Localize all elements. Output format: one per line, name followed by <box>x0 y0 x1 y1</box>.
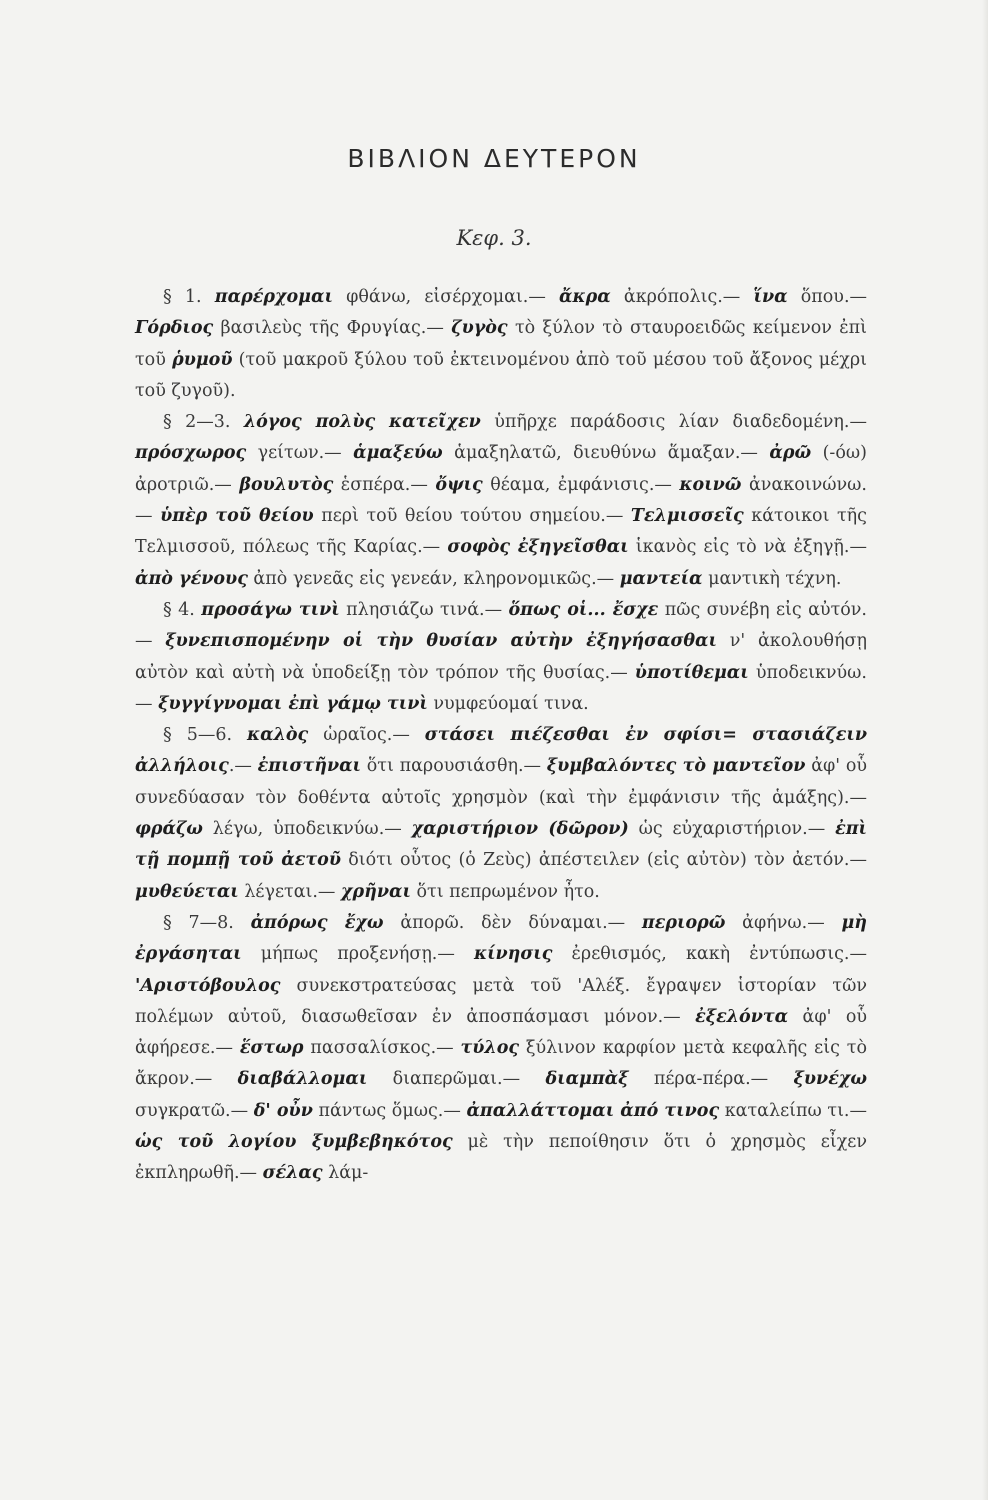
gloss-text: πῶς συνέβη εἰς αὐτόν.— <box>135 599 867 652</box>
gloss-text: § 5—6. <box>163 725 248 746</box>
lemma-term: ἄκρα <box>559 287 611 307</box>
gloss-text: ἑσπέρα.— <box>333 474 436 495</box>
lemma-term: στάσει πιέζεσθαι ἐν σφίσι= στασιάζειν ἀλλήλοις <box>135 725 867 777</box>
lemma-term: ὅπως οἱ... ἔσχε <box>508 599 659 620</box>
lemma-term: Τελμισσεῖς <box>630 506 744 527</box>
gloss-text: λάμ- <box>322 1163 369 1184</box>
gloss-text: ξύλινον καρφίον μετὰ κεφαλῆς εἰς τὸ ἄκρον.— <box>135 1038 867 1090</box>
gloss-text: πάντως ὅμως.— <box>312 1100 467 1121</box>
lemma-term: ξυμβαλόντες τὸ μαντεῖον <box>546 756 806 777</box>
gloss-text: γείτων.— <box>246 443 354 464</box>
gloss-text: ἀφ' οὗ ἀφήρεσε.— <box>135 1006 867 1059</box>
book-title: ΒΙΒΛΙΟΝ ΔΕΥΤΕΡΟΝ <box>347 144 641 173</box>
lemma-term: χρῆναι <box>341 881 411 902</box>
gloss-text: § 1. <box>163 287 215 307</box>
lemma-term: πρόσχωρος <box>135 443 247 464</box>
gloss-text: ὅπου.— <box>787 287 868 307</box>
gloss-text: θέαμα, ἐμφάνισις.— <box>482 474 680 495</box>
gloss-text: βασιλεὺς τῆς Φρυγίας.— <box>213 318 452 339</box>
lemma-term: σέλας <box>262 1163 323 1184</box>
lemma-term: ζυγὸς <box>451 318 508 339</box>
lemma-term: ὑποτίθεμαι <box>634 662 749 683</box>
lemma-term: χαριστήριον (δῶρον) <box>411 819 629 840</box>
chapter-heading: Κεφ. 3. <box>456 226 532 250</box>
lemma-term: ἀπόρως ἔχω <box>250 912 384 933</box>
gloss-text: (τοῦ μακροῦ ξύλου τοῦ ἐκτεινομένου ἀπὸ τοῦ μέσου τοῦ ἄξονος μέχρι τοῦ ζυγοῦ). <box>135 349 868 401</box>
gloss-text: § 7—8. <box>163 912 251 933</box>
lemma-term: βουλυτὸς <box>239 474 334 495</box>
gloss-text: συνεκστρατεύσας μετὰ τοῦ 'Αλέξ. ἔγραψεν ἱστορίαν τῶν πολέμων αὐτοῦ, διασωθεῖσαν ἐν ἀποσπάσμασι μόνον.— <box>135 975 867 1027</box>
lemma-term: ῥυμοῦ <box>172 349 233 370</box>
lemma-term: κοινῶ <box>679 474 742 495</box>
gloss-text: ὡραῖος.— <box>308 725 425 746</box>
gloss-text: ὅτι πεπρωμένον ἦτο. <box>410 881 600 902</box>
lemma-term: διαμπὰξ <box>545 1069 629 1090</box>
lemma-term: μυθεύεται <box>135 881 239 902</box>
lemma-term: μαντεία <box>619 568 703 589</box>
paragraph <box>135 720 867 908</box>
lemma-term: λόγος πολὺς κατεῖχεν <box>243 412 481 433</box>
gloss-text: ν' ἀκολουθήσῃ αὐτὸν καὶ αὐτὴ νὰ ὑποδείξῃ τὸν τρόπον τῆς θυσίας.— <box>135 631 867 683</box>
gloss-text: πέρα-πέρα.— <box>628 1069 794 1090</box>
lemma-term: ὑπὲρ τοῦ θείου <box>160 506 314 527</box>
lemma-term: περιορῶ <box>641 912 726 933</box>
gloss-text: φθάνω, εἰσέρχομαι.— <box>332 287 559 307</box>
lemma-term: ἁμαξεύω <box>353 443 443 464</box>
page-edge <box>982 0 988 1500</box>
gloss-text: ἱκανὸς εἰς τὸ νὰ ἐξηγῇ.— <box>628 537 867 558</box>
lemma-term: κίνησις <box>473 944 553 965</box>
lemma-term: ξυνεπισπομένην οἱ τὴν θυσίαν αὐτὴν ἐξηγήσασθαι <box>165 631 717 652</box>
lemma-term: παρέρχομαι <box>214 287 333 307</box>
gloss-text: συγκρατῶ.— <box>135 1100 254 1121</box>
lemma-term: ἕστωρ <box>239 1038 304 1059</box>
paragraph <box>135 595 867 720</box>
lemma-term: 'Αριστόβουλος <box>135 975 281 996</box>
gloss-text: λέγεται.— <box>238 881 341 902</box>
gloss-text: πασσαλίσκος.— <box>303 1038 461 1059</box>
gloss-text: ἐρεθισμός, κακὴ ἐντύπωσις.— <box>552 944 867 965</box>
lemma-term: καλὸς <box>247 725 309 746</box>
gloss-text: ἁμαξηλατῶ, διευθύνω ἅμαξαν.— <box>442 443 770 464</box>
gloss-text: καταλείπω τι.— <box>719 1100 867 1121</box>
lemma-term: δ' οὖν <box>253 1100 313 1121</box>
paragraph <box>135 908 867 1190</box>
lemma-term: μὴ ἐργάσηται <box>135 912 867 965</box>
gloss-text: κάτοικοι τῆς Τελμισσοῦ, πόλεως τῆς Καρίας.— <box>135 506 867 558</box>
lemma-term: ἐπὶ τῇ πομπῇ τοῦ ἀετοῦ <box>135 819 867 871</box>
lemma-term: φράζω <box>135 819 203 840</box>
lemma-term: Γόρδιος <box>135 318 214 339</box>
gloss-text: πλησιάζω τινά.— <box>339 599 509 620</box>
gloss-text: διότι οὗτος (ὁ Ζεὺς) ἀπέστειλεν (εἰς αὐτὸν) τὸν ἀετόν.— <box>341 850 867 871</box>
gloss-text: ὑποδεικνύω.— <box>135 662 867 714</box>
gloss-text: μαντικὴ τέχνη. <box>702 568 842 589</box>
gloss-text: § 4. <box>163 599 202 620</box>
gloss-text: § 2—3. <box>163 412 244 433</box>
gloss-text: ὡς εὐχαριστήριον.— <box>628 819 836 840</box>
gloss-text: (-όω) ἀροτριῶ.— <box>135 443 867 495</box>
gloss-text: ἀνακοινώνω.— <box>135 474 867 527</box>
lemma-term: διαβάλλομαι <box>237 1069 368 1090</box>
lemma-term: ξυνέχω <box>793 1069 868 1090</box>
lemma-term: σοφὸς ἐξηγεῖσθαι <box>447 537 629 558</box>
paragraph <box>135 407 867 595</box>
lemma-term: ξυγγίγνομαι ἐπὶ γάμῳ τινὶ <box>158 693 428 714</box>
gloss-text: νυμφεύομαί τινα. <box>427 693 589 714</box>
lemma-term: ἐξελόντα <box>695 1006 789 1027</box>
gloss-text: τὸ ξύλον τὸ σταυροειδῶς κείμενον ἐπὶ τοῦ <box>135 318 867 370</box>
gloss-text: ἀκρόπολις.— <box>610 287 754 307</box>
gloss-text: λέγω, ὑποδεικνύω.— <box>202 819 412 840</box>
gloss-text: μήπως προξενήσῃ.— <box>241 944 474 965</box>
lemma-term: προσάγω τινὶ <box>201 599 340 620</box>
gloss-text: ἀπὸ γενεᾶς εἰς γενεάν, κληρονομικῶς.— <box>247 568 620 589</box>
lemma-term: ἐπιστῆναι <box>257 756 362 777</box>
gloss-text: .— <box>228 756 258 777</box>
gloss-text: περὶ τοῦ θείου τούτου σημείου.— <box>313 506 631 527</box>
gloss-text: ὑπῆρχε παράδοσις λίαν διαδεδομένη.— <box>480 412 867 433</box>
gloss-text: μὲ τὴν πεποίθησιν ὅτι ὁ χρησμὸς εἶχεν ἐκπληρωθῆ.— <box>135 1132 868 1184</box>
gloss-text: ἀφ' οὗ συνεδύασαν τὸν δοθέντα αὐτοῖς χρησμὸν (καὶ τὴν ἐμφάνισιν τῆς ἁμάξης).— <box>135 756 867 808</box>
commentary-text <box>135 282 867 1190</box>
gloss-text: ὅτι παρουσιάσθη.— <box>361 756 547 777</box>
lemma-term: ὄψις <box>435 474 483 495</box>
lemma-term: ἵνα <box>753 287 788 307</box>
lemma-term: ὡς τοῦ λογίου ξυμβεβηκότος <box>135 1132 453 1153</box>
gloss-text: ἀπορῶ. δὲν δύναμαι.— <box>383 912 642 933</box>
gloss-text: ἀφήνω.— <box>725 912 842 933</box>
gloss-text: διαπερῶμαι.— <box>367 1069 546 1090</box>
lemma-term: ἀπαλλάττομαι ἀπό τινος <box>466 1100 720 1121</box>
paragraph <box>135 282 867 407</box>
lemma-term: ἀρῶ <box>769 443 812 464</box>
lemma-term: τύλος <box>460 1038 520 1059</box>
lemma-term: ἀπὸ γένους <box>135 568 248 589</box>
